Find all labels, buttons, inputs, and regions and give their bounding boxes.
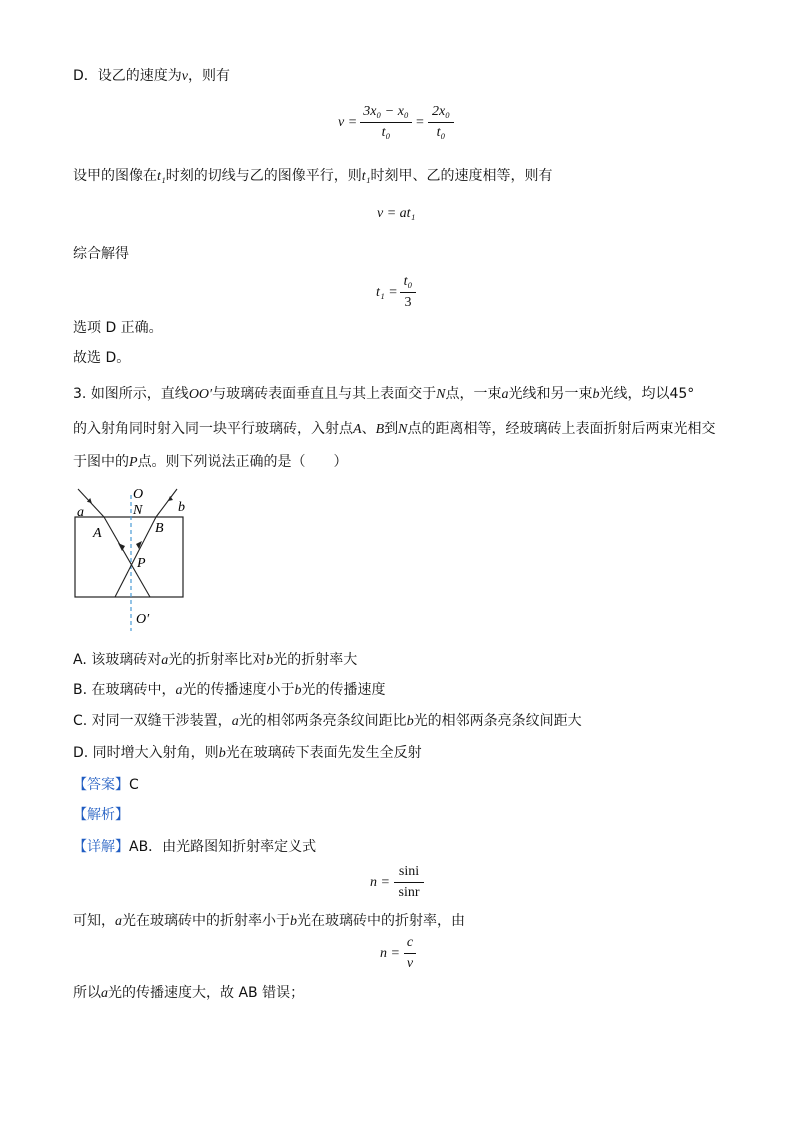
ray-a-inner-arrow [118, 543, 125, 551]
ray-a-arrow [87, 498, 92, 503]
option-d: D. 同时增大入射角，则b光在玻璃砖下表面先发生全反射 [73, 745, 422, 761]
label-o: O [133, 487, 144, 502]
choose-d-text: 故选 D。 [73, 350, 131, 366]
label-n: N [133, 503, 143, 518]
option-b: B. 在玻璃砖中，a光的传播速度小于b光的传播速度 [73, 682, 386, 698]
parallel-tangent-text: 设甲的图像在t₁时刻的切线与乙的图像平行，则t₁时刻甲、乙的速度相等，则有 [73, 168, 553, 184]
solve-text: 综合解得 [73, 246, 129, 262]
conclusion-line: 所以a光的传播速度大，故 AB 错误； [73, 985, 305, 1001]
d-correct-text: 选项 D 正确。 [73, 320, 163, 336]
glass-brick [75, 517, 183, 597]
answer-line: 【答案】C [73, 777, 139, 793]
label-a: a [77, 505, 84, 520]
known-line: 可知，a光在玻璃砖中的折射率小于b光在玻璃砖中的折射率，由 [73, 913, 465, 929]
ray-b-refracted [115, 517, 156, 597]
label-P: P [137, 556, 146, 571]
detail-line: 【详解】AB．由光路图知折射率定义式 [73, 839, 317, 855]
analysis-label: 【解析】 [73, 807, 129, 823]
question-3-line-2: 的入射角同时射入同一块平行玻璃砖，入射点A、B到N点的距离相等，经玻璃砖上表面折射后两束光相交 [73, 421, 716, 437]
label-B: B [155, 521, 164, 536]
ray-b-arrow [168, 496, 173, 501]
ray-b-incident [156, 489, 177, 517]
question-3-line-3: 于图中的P点。则下列说法正确的是（ ） [73, 454, 348, 470]
option-a: A. 该玻璃砖对a光的折射率比对b光的折射率大 [73, 652, 358, 668]
glass-brick-figure [70, 485, 200, 635]
option-c: C. 对同一双缝干涉装置，a光的相邻两条亮条纹间距比b光的相邻两条亮条纹间距大 [73, 713, 582, 729]
label-o-prime: O′ [136, 612, 150, 627]
label-A: A [93, 526, 102, 541]
equation-v-at: v = at₁ [377, 206, 416, 221]
option-d-intro: D．设乙的速度为v，则有 [73, 68, 230, 84]
label-b: b [178, 500, 185, 515]
question-3-line-1: 3. 如图所示，直线OO′与玻璃砖表面垂直且与其上表面交于N点，一束a光线和另一束b光线，均以45° [73, 386, 695, 402]
